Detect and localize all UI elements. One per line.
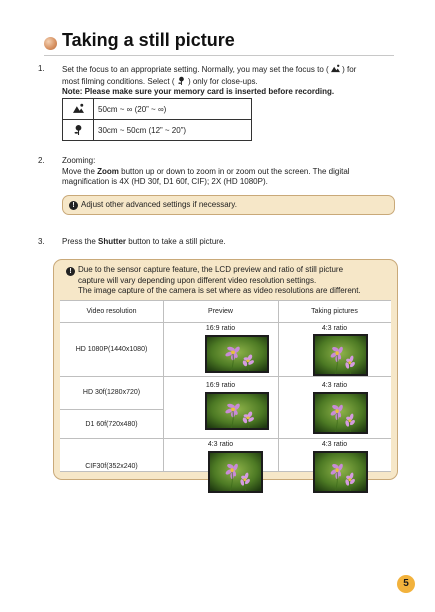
step-2-line1-end: button up or down to zoom in or zoom out the screen. The digital — [118, 166, 350, 176]
step-3-number: 3. — [38, 237, 45, 246]
table-border-top — [60, 300, 391, 301]
note-line-3: The image capture of the camera is set where as video resolutions are different. — [78, 286, 361, 295]
focus-icon-cell — [63, 99, 94, 120]
focus-range-normal: 50cm ~ ∞ (20” ~ ∞) — [94, 99, 252, 120]
resolution-hd1080p: HD 1080P(1440x1080) — [75, 346, 148, 353]
flower-photo-thumbnail — [208, 451, 263, 493]
ratio-label-preview: 4:3 ratio — [207, 441, 234, 448]
resolution-d1-60f: D1 60f(720x480) — [85, 421, 138, 428]
title-divider — [44, 55, 394, 56]
header-taking-pictures: Taking pictures — [311, 308, 358, 315]
resolution-cif30f: CIF30f(352x240) — [85, 463, 138, 470]
table-row-divider — [60, 376, 391, 377]
step-1-line1-end: ) for — [342, 65, 357, 74]
table-header-divider — [60, 322, 391, 323]
flower-photo-thumbnail — [313, 334, 368, 376]
flower-icon — [73, 124, 84, 135]
shutter-keyword: Shutter — [98, 237, 127, 246]
mountain-person-icon — [73, 103, 84, 114]
ratio-label-picture: 4:3 ratio — [321, 382, 348, 389]
step-2-line2: magnification is 4X (HD 30f, D1 60f, CIF); 2X (HD 1080P). — [62, 177, 268, 186]
flower-photo-thumbnail — [313, 451, 368, 493]
step-3-text-start: Press the — [62, 237, 99, 246]
flower-icon — [177, 76, 186, 85]
step-1-note: Note: Please make sure your memory card is inserted before recording. — [62, 87, 335, 96]
zoom-keyword: Zoom — [97, 166, 119, 176]
tip-box — [62, 195, 395, 215]
step-3-text-end: button to take a still picture. — [126, 237, 226, 246]
page-title: Taking a still picture — [62, 30, 235, 50]
title-bullet-icon — [44, 37, 57, 50]
step-1-line2-start: most filming conditions. Select ( — [62, 76, 175, 86]
table-row-divider — [60, 409, 163, 410]
step-2-heading: Zooming: — [62, 156, 96, 165]
step-1-line1-start: Set the focus to an appropriate setting. Normally, you may set the focus to ( — [62, 65, 329, 74]
resolution-table — [60, 300, 391, 472]
focus-range-table — [62, 98, 252, 141]
mountain-person-icon — [331, 64, 340, 73]
table-row — [63, 99, 252, 120]
exclamation-icon: ! — [66, 267, 75, 276]
step-2-text — [62, 156, 397, 188]
exclamation-icon: ! — [69, 201, 78, 210]
focus-icon-cell — [63, 120, 94, 141]
tip-text: Adjust other advanced settings if necessary. — [81, 200, 237, 209]
step-1-text — [62, 64, 397, 98]
note-line-2: capture will vary depending upon different video resolution settings. — [78, 275, 317, 285]
step-3-text — [62, 237, 226, 248]
flower-photo-thumbnail — [205, 335, 269, 373]
step-2-line1-start: Move the — [62, 166, 98, 176]
table-row — [63, 120, 252, 141]
table-row-divider — [60, 438, 391, 439]
ratio-label-picture: 4:3 ratio — [321, 325, 348, 332]
step-1-number: 1. — [38, 64, 45, 73]
flower-photo-thumbnail — [313, 392, 368, 434]
flower-photo-thumbnail — [205, 392, 269, 430]
step-2-number: 2. — [38, 156, 45, 165]
note-text — [78, 265, 361, 297]
focus-range-macro: 30cm ~ 50cm (12” ~ 20”) — [94, 120, 252, 141]
step-1-line2-end: ) only for close-ups. — [187, 76, 258, 86]
header-preview: Preview — [208, 308, 233, 315]
page-number-badge: 5 — [397, 575, 415, 593]
resolution-hd30f: HD 30f(1280x720) — [82, 389, 141, 396]
note-line-1: Due to the sensor capture feature, the LCD preview and ratio of still picture — [78, 265, 344, 274]
ratio-label-preview: 16:9 ratio — [205, 382, 236, 389]
ratio-label-preview: 16:9 ratio — [205, 325, 236, 332]
ratio-label-picture: 4:3 ratio — [321, 441, 348, 448]
header-video-resolution: Video resolution — [86, 308, 137, 315]
